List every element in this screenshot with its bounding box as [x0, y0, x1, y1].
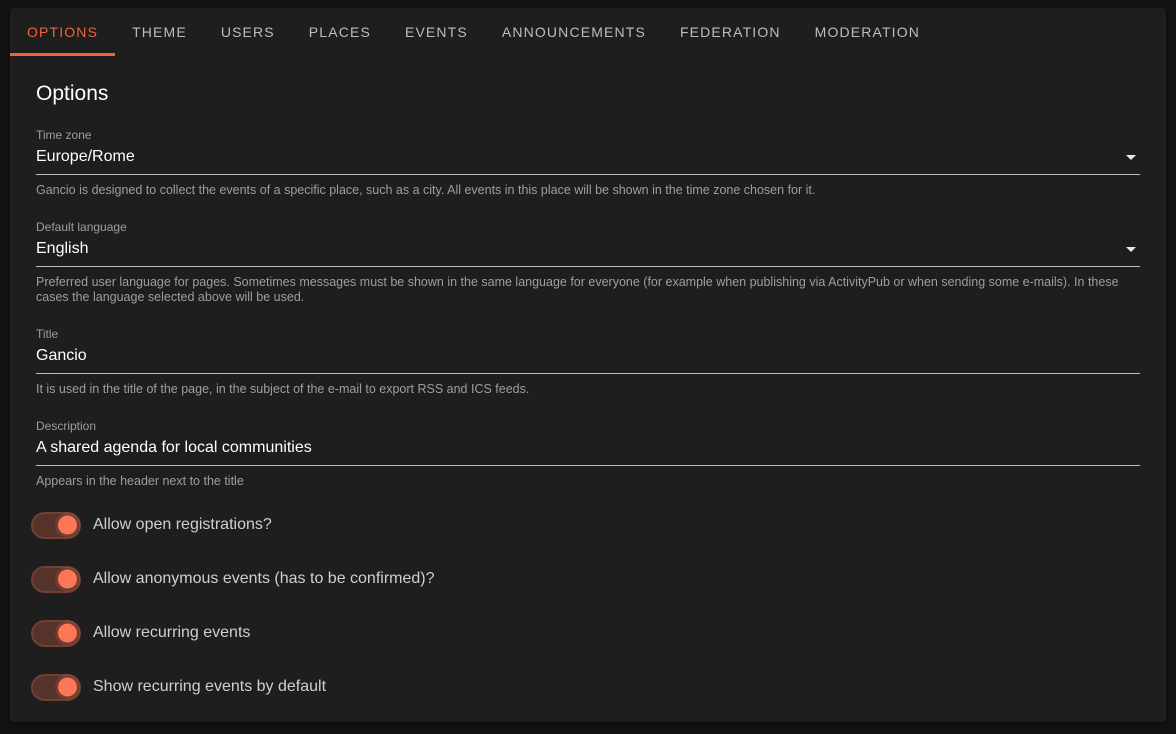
- tab-moderation[interactable]: [798, 8, 937, 56]
- field-title: [36, 327, 1140, 397]
- tab-users[interactable]: [204, 8, 292, 56]
- tab-label: THEME: [132, 24, 187, 40]
- language-select[interactable]: [36, 237, 1140, 267]
- tab-label: ANNOUNCEMENTS: [501, 24, 646, 40]
- timezone-label: Time zone: [36, 128, 92, 142]
- title-label: Title: [36, 327, 59, 341]
- toggle-row-anonymous-events: [36, 565, 1140, 593]
- open-registrations-switch[interactable]: [31, 512, 81, 539]
- switch-knob: [58, 516, 77, 535]
- field-default-language: [36, 220, 1140, 305]
- tab-label: OPTIONS: [27, 24, 99, 40]
- tab-label: MODERATION: [814, 24, 921, 40]
- language-label: Default language: [36, 220, 127, 234]
- tab-theme[interactable]: [115, 8, 204, 56]
- chevron-down-icon: [1126, 155, 1136, 160]
- admin-settings-card: [10, 8, 1166, 722]
- admin-tabbar: [10, 8, 1166, 56]
- toggle-row-recurring-events: [36, 619, 1140, 647]
- tab-options[interactable]: [10, 8, 115, 56]
- toggle-row-open-registrations: [36, 511, 1140, 539]
- options-panel: [10, 56, 1166, 701]
- description-input[interactable]: [36, 438, 1140, 458]
- language-hint: Preferred user language for pages. Sometimes messages must be shown in the same language for everyone (for example when publishing via ActivityPub or when sending some e-mails). In these cases the language selected above will be used.: [36, 275, 1119, 304]
- show-recurring-switch[interactable]: [31, 674, 81, 701]
- description-hint: Appears in the header next to the title: [36, 474, 244, 488]
- tab-label: PLACES: [308, 24, 371, 40]
- title-input-wrap: [36, 344, 1140, 374]
- tab-announcements[interactable]: [485, 8, 663, 56]
- recurring-events-switch[interactable]: [31, 620, 81, 647]
- recurring-events-label[interactable]: Allow recurring events: [93, 624, 251, 641]
- anonymous-events-label[interactable]: Allow anonymous events (has to be confirmed)?: [93, 570, 435, 587]
- field-description: [36, 419, 1140, 489]
- tab-places[interactable]: [292, 8, 388, 56]
- title-hint: It is used in the title of the page, in the subject of the e-mail to export RSS and ICS feeds.: [36, 382, 530, 396]
- show-recurring-label[interactable]: Show recurring events by default: [93, 678, 327, 695]
- tab-events[interactable]: [388, 8, 485, 56]
- page-title: Options: [36, 82, 109, 105]
- language-value: English: [36, 240, 89, 257]
- anonymous-events-switch[interactable]: [31, 566, 81, 593]
- description-input-wrap: [36, 436, 1140, 466]
- open-registrations-label[interactable]: Allow open registrations?: [93, 516, 272, 533]
- field-timezone: [36, 128, 1140, 198]
- tab-federation[interactable]: [663, 8, 798, 56]
- switch-knob: [58, 624, 77, 643]
- chevron-down-icon: [1126, 247, 1136, 252]
- switch-knob: [58, 678, 77, 697]
- tab-label: EVENTS: [404, 24, 468, 40]
- tab-label: USERS: [220, 24, 275, 40]
- toggle-row-show-recurring: [36, 673, 1140, 701]
- timezone-select[interactable]: [36, 145, 1140, 175]
- timezone-hint: Gancio is designed to collect the events of a specific place, such as a city. All events in this place will be shown in the time zone chosen for it.: [36, 183, 816, 197]
- description-label: Description: [36, 419, 97, 433]
- timezone-value: Europe/Rome: [36, 148, 135, 165]
- tab-label: FEDERATION: [679, 24, 781, 40]
- title-input[interactable]: [36, 346, 1140, 366]
- toggle-list: [36, 511, 1140, 701]
- switch-knob: [58, 570, 77, 589]
